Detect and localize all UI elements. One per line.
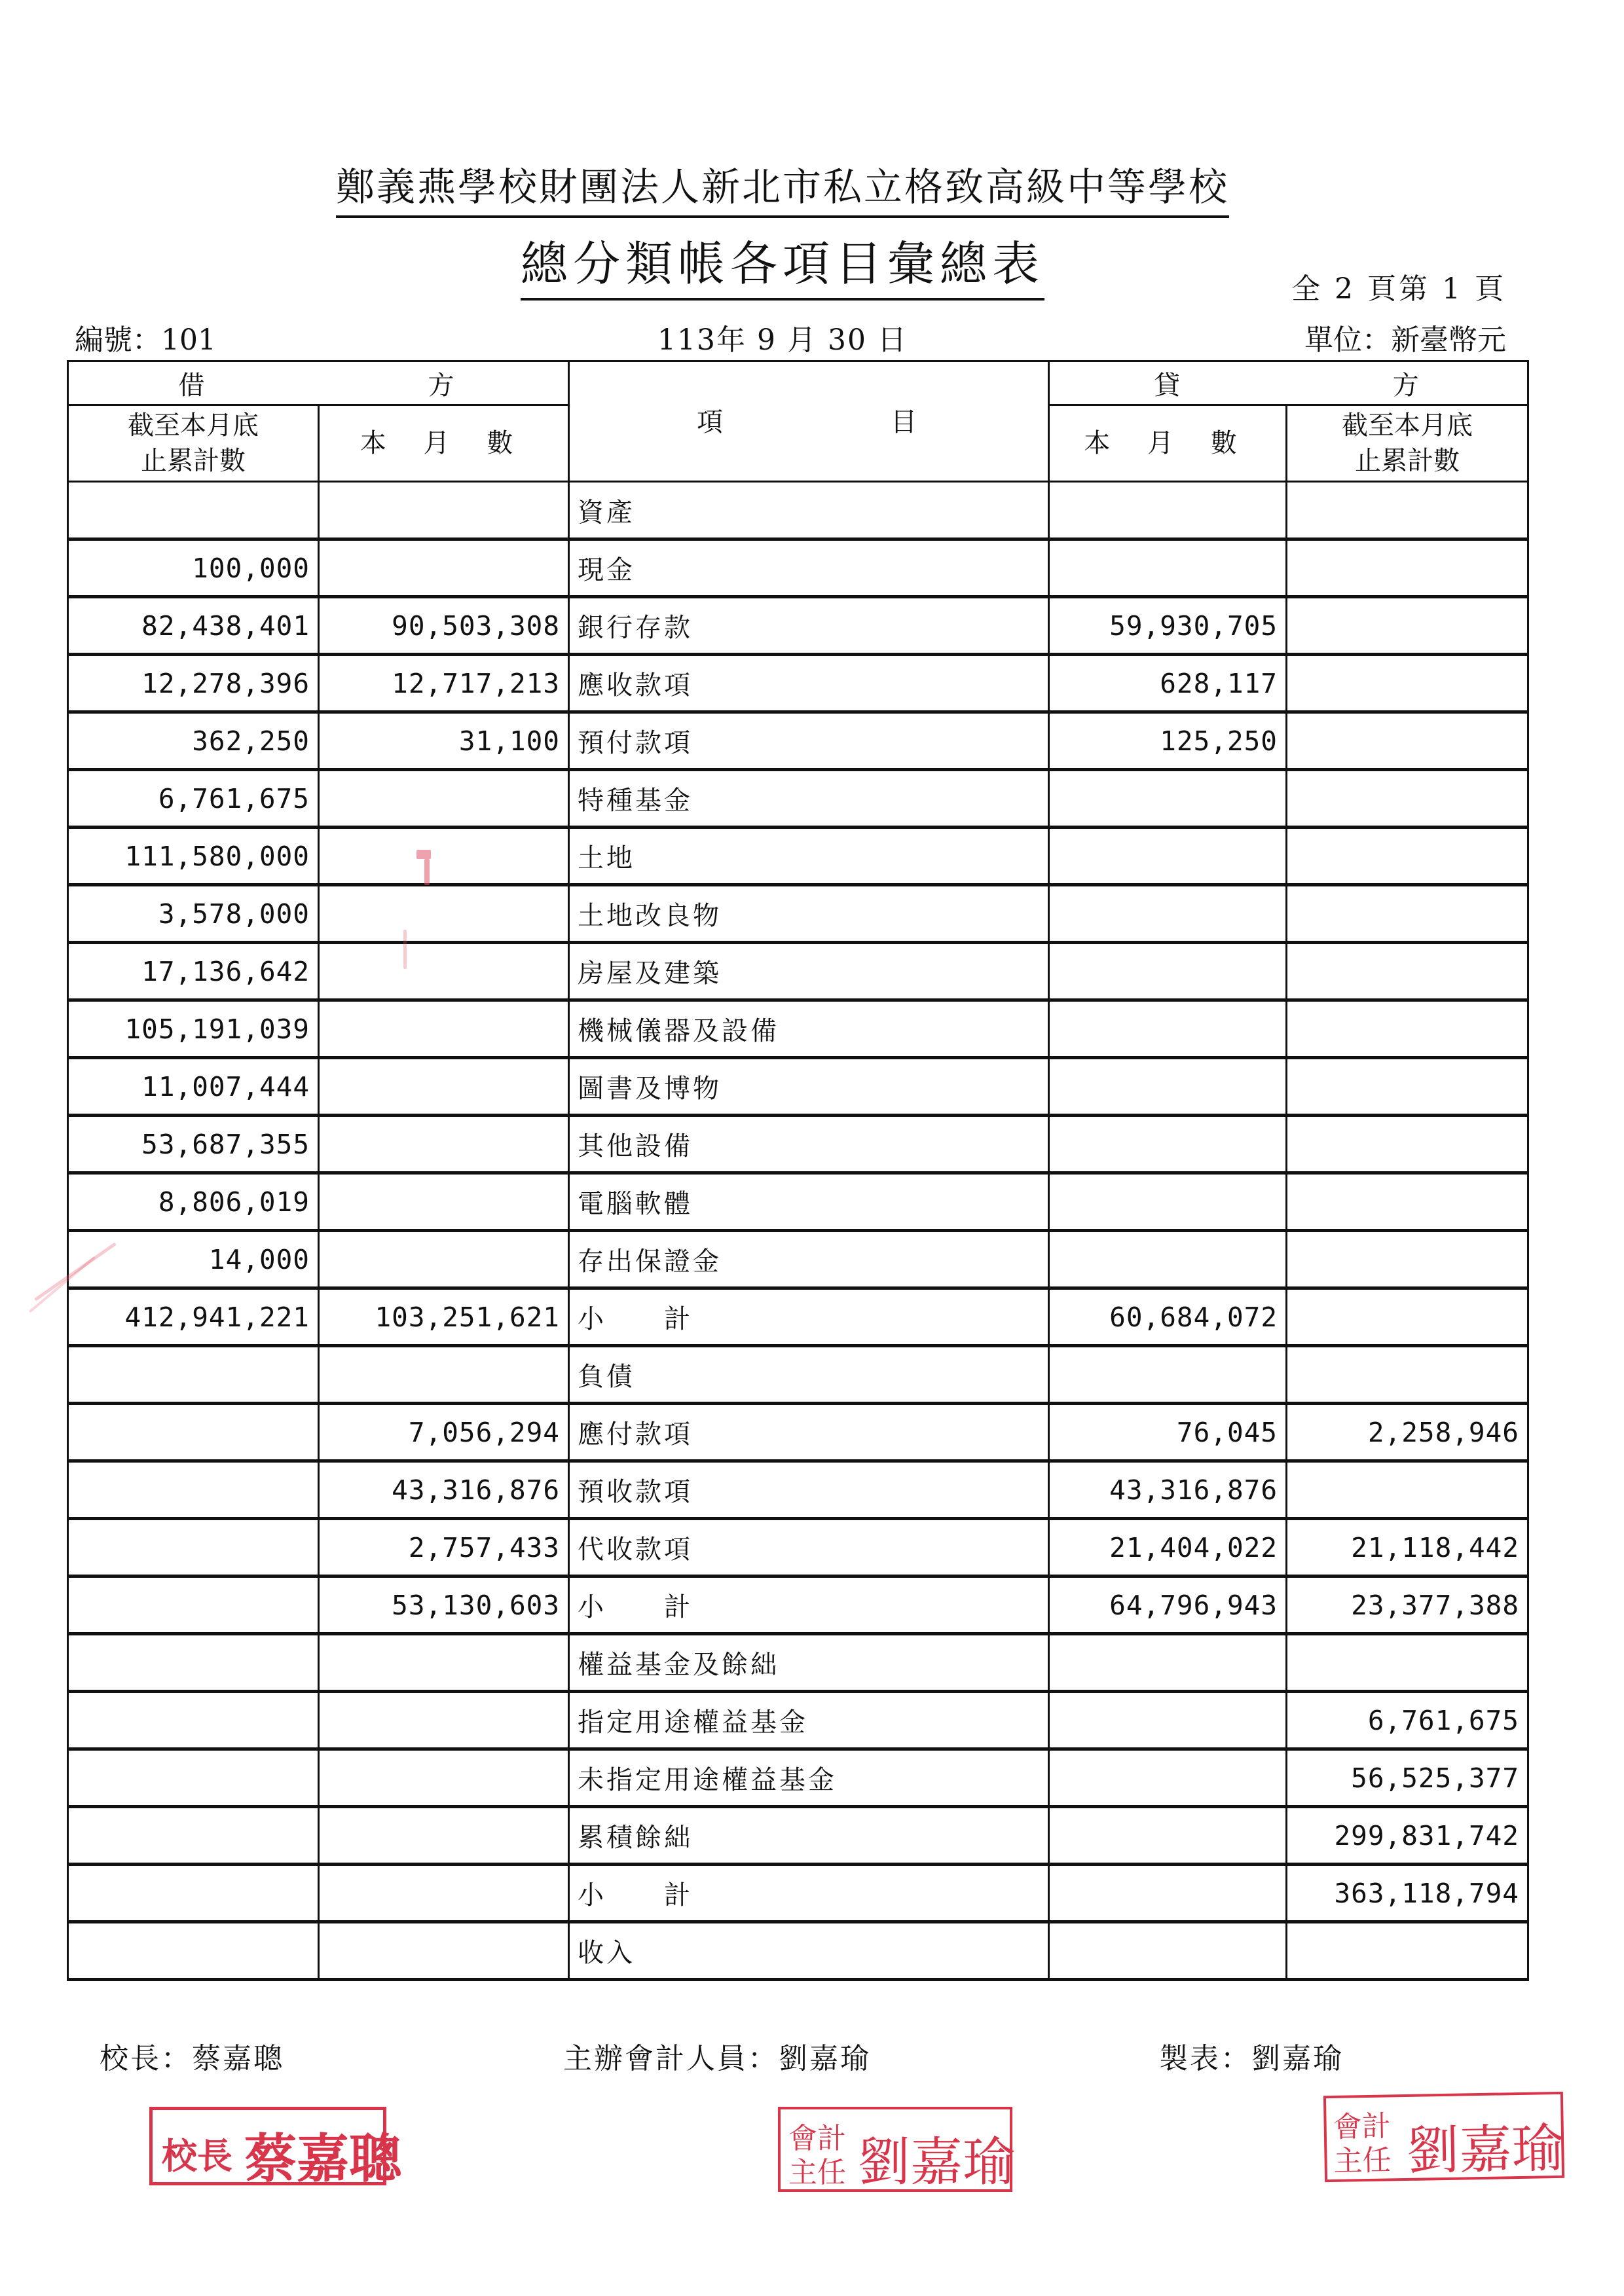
ledger-row <box>68 1173 1528 1231</box>
account-item-cell: 應收款項 <box>569 655 1049 712</box>
credit-cumulative-cell <box>1287 1288 1528 1346</box>
ledger-row <box>68 655 1528 712</box>
account-item-cell: 權益基金及餘絀 <box>569 1634 1049 1692</box>
organization-name: 鄭義燕學校財團法人新北市私立格致高級中等學校 <box>0 156 1565 218</box>
ledger-row <box>68 1346 1528 1404</box>
ledger-row <box>68 828 1528 885</box>
credit-cumulative-cell <box>1287 1922 1528 1980</box>
credit-cumulative-cell <box>1287 1173 1528 1231</box>
debit-month-cell: 90,503,308 <box>319 597 569 655</box>
report-title: 總分類帳各項目彙總表 <box>0 226 1565 301</box>
credit-month-cell <box>1049 1865 1287 1922</box>
serial-number: 編號：101 <box>75 323 216 357</box>
account-item-cell: 存出保證金 <box>569 1231 1049 1288</box>
account-item-cell: 收入 <box>569 1922 1049 1980</box>
debit-cumulative-header: 截至本月底 止累計數 <box>68 405 319 482</box>
debit-month-cell: 103,251,621 <box>319 1288 569 1346</box>
debit-cumulative-cell: 412,941,221 <box>68 1288 319 1346</box>
debit-month-cell <box>319 770 569 828</box>
credit-month-cell: 125,250 <box>1049 712 1287 770</box>
credit-month-cell: 21,404,022 <box>1049 1519 1287 1576</box>
ledger-row <box>68 1461 1528 1519</box>
debit-cumulative-cell: 111,580,000 <box>68 828 319 885</box>
principal-stamp: 校長 蔡嘉聰 <box>149 2107 386 2185</box>
debit-month-cell: 12,717,213 <box>319 655 569 712</box>
debit-cumulative-cell: 105,191,039 <box>68 1000 319 1058</box>
debit-cumulative-cell <box>68 1634 319 1692</box>
credit-month-cell: 43,316,876 <box>1049 1461 1287 1519</box>
account-item-cell: 代收款項 <box>569 1519 1049 1576</box>
debit-month-cell <box>319 1865 569 1922</box>
ink-smudge <box>403 930 407 969</box>
debit-cumulative-cell <box>68 1749 319 1807</box>
account-item-cell: 其他設備 <box>569 1116 1049 1173</box>
debit-month-cell <box>319 1634 569 1692</box>
debit-cumulative-cell: 8,806,019 <box>68 1173 319 1231</box>
credit-cumulative-cell <box>1287 770 1528 828</box>
debit-month-cell <box>319 828 569 885</box>
credit-cumulative-cell: 363,118,794 <box>1287 1865 1528 1922</box>
credit-month-cell <box>1049 1807 1287 1865</box>
debit-cumulative-cell <box>68 1922 319 1980</box>
ledger-row <box>68 1116 1528 1173</box>
debit-cumulative-cell: 14,000 <box>68 1231 319 1288</box>
preparer-stamp: 會計 主任 劉嘉瑜 <box>1323 2092 1564 2182</box>
credit-cumulative-cell <box>1287 1346 1528 1404</box>
ledger-row <box>68 712 1528 770</box>
debit-cumulative-cell: 17,136,642 <box>68 943 319 1000</box>
credit-cumulative-cell <box>1287 482 1528 539</box>
debit-month-cell <box>319 943 569 1000</box>
account-item-cell: 現金 <box>569 539 1049 597</box>
accountant-stamp: 會計 主任 劉嘉瑜 <box>778 2107 1012 2192</box>
debit-header: 借 方 <box>68 361 569 405</box>
credit-cumulative-header: 截至本月底 止累計數 <box>1287 405 1528 482</box>
credit-month-cell <box>1049 1749 1287 1807</box>
page-info: 全 2 頁第 1 頁 <box>1291 272 1506 306</box>
report-date: 113年 9 月 30 日 <box>657 323 908 357</box>
account-item-cell: 銀行存款 <box>569 597 1049 655</box>
item-header: 項 目 <box>569 361 1049 482</box>
account-item-cell: 電腦軟體 <box>569 1173 1049 1231</box>
account-item-cell: 土地 <box>569 828 1049 885</box>
credit-cumulative-cell <box>1287 885 1528 943</box>
credit-cumulative-cell <box>1287 655 1528 712</box>
debit-cumulative-cell <box>68 1576 319 1634</box>
credit-month-cell <box>1049 1173 1287 1231</box>
debit-cumulative-cell <box>68 1807 319 1865</box>
debit-month-cell <box>319 1173 569 1231</box>
credit-month-cell <box>1049 1692 1287 1749</box>
debit-cumulative-cell <box>68 1404 319 1461</box>
debit-cumulative-cell <box>68 482 319 539</box>
ledger-row <box>68 943 1528 1000</box>
debit-cumulative-cell <box>68 1519 319 1576</box>
debit-month-cell <box>319 1346 569 1404</box>
debit-month-cell <box>319 885 569 943</box>
ledger-row <box>68 1404 1528 1461</box>
debit-cumulative-cell <box>68 1461 319 1519</box>
account-item-cell: 小 計 <box>569 1865 1049 1922</box>
ledger-row <box>68 1807 1528 1865</box>
credit-cumulative-cell <box>1287 539 1528 597</box>
ledger-row <box>68 597 1528 655</box>
debit-month-cell <box>319 482 569 539</box>
credit-cumulative-cell: 23,377,388 <box>1287 1576 1528 1634</box>
debit-month-cell: 43,316,876 <box>319 1461 569 1519</box>
debit-month-header: 本 月 數 <box>319 405 569 482</box>
credit-cumulative-cell <box>1287 597 1528 655</box>
credit-cumulative-cell <box>1287 712 1528 770</box>
ledger-row <box>68 1749 1528 1807</box>
account-item-cell: 特種基金 <box>569 770 1049 828</box>
debit-cumulative-cell: 82,438,401 <box>68 597 319 655</box>
credit-month-cell <box>1049 539 1287 597</box>
credit-month-cell <box>1049 943 1287 1000</box>
accountant-signature: 主辦會計人員：劉嘉瑜 <box>563 2042 871 2075</box>
ledger-row <box>68 1865 1528 1922</box>
credit-month-cell <box>1049 1116 1287 1173</box>
debit-month-cell <box>319 1000 569 1058</box>
account-item-cell: 機械儀器及設備 <box>569 1000 1049 1058</box>
debit-month-cell <box>319 1116 569 1173</box>
credit-cumulative-cell <box>1287 1634 1528 1692</box>
ledger-row <box>68 1576 1528 1634</box>
credit-cumulative-cell <box>1287 1231 1528 1288</box>
debit-cumulative-cell <box>68 1865 319 1922</box>
credit-cumulative-cell <box>1287 828 1528 885</box>
debit-cumulative-cell: 11,007,444 <box>68 1058 319 1116</box>
ledger-row <box>68 1519 1528 1576</box>
debit-month-cell <box>319 1807 569 1865</box>
credit-month-cell <box>1049 482 1287 539</box>
debit-month-cell <box>319 1692 569 1749</box>
debit-cumulative-cell: 362,250 <box>68 712 319 770</box>
credit-cumulative-cell <box>1287 1116 1528 1173</box>
ledger-body <box>68 482 1528 1980</box>
debit-month-cell <box>319 1231 569 1288</box>
debit-month-cell <box>319 1922 569 1980</box>
account-item-cell: 應付款項 <box>569 1404 1049 1461</box>
credit-month-cell: 60,684,072 <box>1049 1288 1287 1346</box>
credit-month-cell: 64,796,943 <box>1049 1576 1287 1634</box>
credit-month-header: 本 月 數 <box>1049 405 1287 482</box>
account-item-cell: 指定用途權益基金 <box>569 1692 1049 1749</box>
credit-cumulative-cell <box>1287 1058 1528 1116</box>
ledger-row <box>68 1288 1528 1346</box>
debit-month-cell: 31,100 <box>319 712 569 770</box>
credit-month-cell <box>1049 1922 1287 1980</box>
account-item-cell: 累積餘絀 <box>569 1807 1049 1865</box>
currency-unit: 單位：新臺幣元 <box>1304 323 1506 357</box>
preparer-signature: 製表：劉嘉瑜 <box>1159 2042 1344 2075</box>
account-item-cell: 房屋及建築 <box>569 943 1049 1000</box>
ledger-row <box>68 770 1528 828</box>
credit-month-cell: 76,045 <box>1049 1404 1287 1461</box>
debit-month-cell <box>319 1749 569 1807</box>
ledger-row <box>68 885 1528 943</box>
principal-signature: 校長：蔡嘉聰 <box>100 2042 284 2075</box>
debit-month-cell <box>319 539 569 597</box>
ledger-row <box>68 1058 1528 1116</box>
debit-cumulative-cell: 6,761,675 <box>68 770 319 828</box>
debit-month-cell <box>319 1058 569 1116</box>
ledger-row <box>68 1000 1528 1058</box>
credit-cumulative-cell: 299,831,742 <box>1287 1807 1528 1865</box>
credit-month-cell <box>1049 1634 1287 1692</box>
credit-month-cell <box>1049 885 1287 943</box>
credit-month-cell <box>1049 770 1287 828</box>
credit-cumulative-cell <box>1287 1000 1528 1058</box>
debit-cumulative-cell <box>68 1346 319 1404</box>
ledger-row <box>68 482 1528 539</box>
ink-smudge <box>424 859 430 885</box>
credit-cumulative-cell: 2,258,946 <box>1287 1404 1528 1461</box>
debit-month-cell: 7,056,294 <box>319 1404 569 1461</box>
account-item-cell: 圖書及博物 <box>569 1058 1049 1116</box>
account-item-cell: 預收款項 <box>569 1461 1049 1519</box>
debit-cumulative-cell: 100,000 <box>68 539 319 597</box>
ledger-row <box>68 1692 1528 1749</box>
ledger-row <box>68 1231 1528 1288</box>
credit-month-cell: 628,117 <box>1049 655 1287 712</box>
ink-smudge <box>416 850 431 859</box>
debit-cumulative-cell: 12,278,396 <box>68 655 319 712</box>
debit-cumulative-cell: 3,578,000 <box>68 885 319 943</box>
account-item-cell: 預付款項 <box>569 712 1049 770</box>
credit-cumulative-cell <box>1287 1461 1528 1519</box>
credit-month-cell <box>1049 1000 1287 1058</box>
credit-header: 貸 方 <box>1049 361 1528 405</box>
account-item-cell: 小 計 <box>569 1576 1049 1634</box>
ledger-row <box>68 539 1528 597</box>
debit-cumulative-cell: 53,687,355 <box>68 1116 319 1173</box>
credit-month-cell <box>1049 1346 1287 1404</box>
credit-month-cell <box>1049 1231 1287 1288</box>
credit-month-cell <box>1049 1058 1287 1116</box>
ledger-row <box>68 1634 1528 1692</box>
account-item-cell: 資產 <box>569 482 1049 539</box>
account-item-cell: 未指定用途權益基金 <box>569 1749 1049 1807</box>
credit-cumulative-cell <box>1287 943 1528 1000</box>
credit-cumulative-cell: 56,525,377 <box>1287 1749 1528 1807</box>
account-item-cell: 小 計 <box>569 1288 1049 1346</box>
debit-month-cell: 2,757,433 <box>319 1519 569 1576</box>
credit-month-cell: 59,930,705 <box>1049 597 1287 655</box>
ledger-row <box>68 1922 1528 1980</box>
debit-month-cell: 53,130,603 <box>319 1576 569 1634</box>
account-item-cell: 負債 <box>569 1346 1049 1404</box>
ledger-summary-table <box>67 360 1529 1981</box>
credit-cumulative-cell: 21,118,442 <box>1287 1519 1528 1576</box>
account-item-cell: 土地改良物 <box>569 885 1049 943</box>
debit-cumulative-cell <box>68 1692 319 1749</box>
credit-cumulative-cell: 6,761,675 <box>1287 1692 1528 1749</box>
credit-month-cell <box>1049 828 1287 885</box>
